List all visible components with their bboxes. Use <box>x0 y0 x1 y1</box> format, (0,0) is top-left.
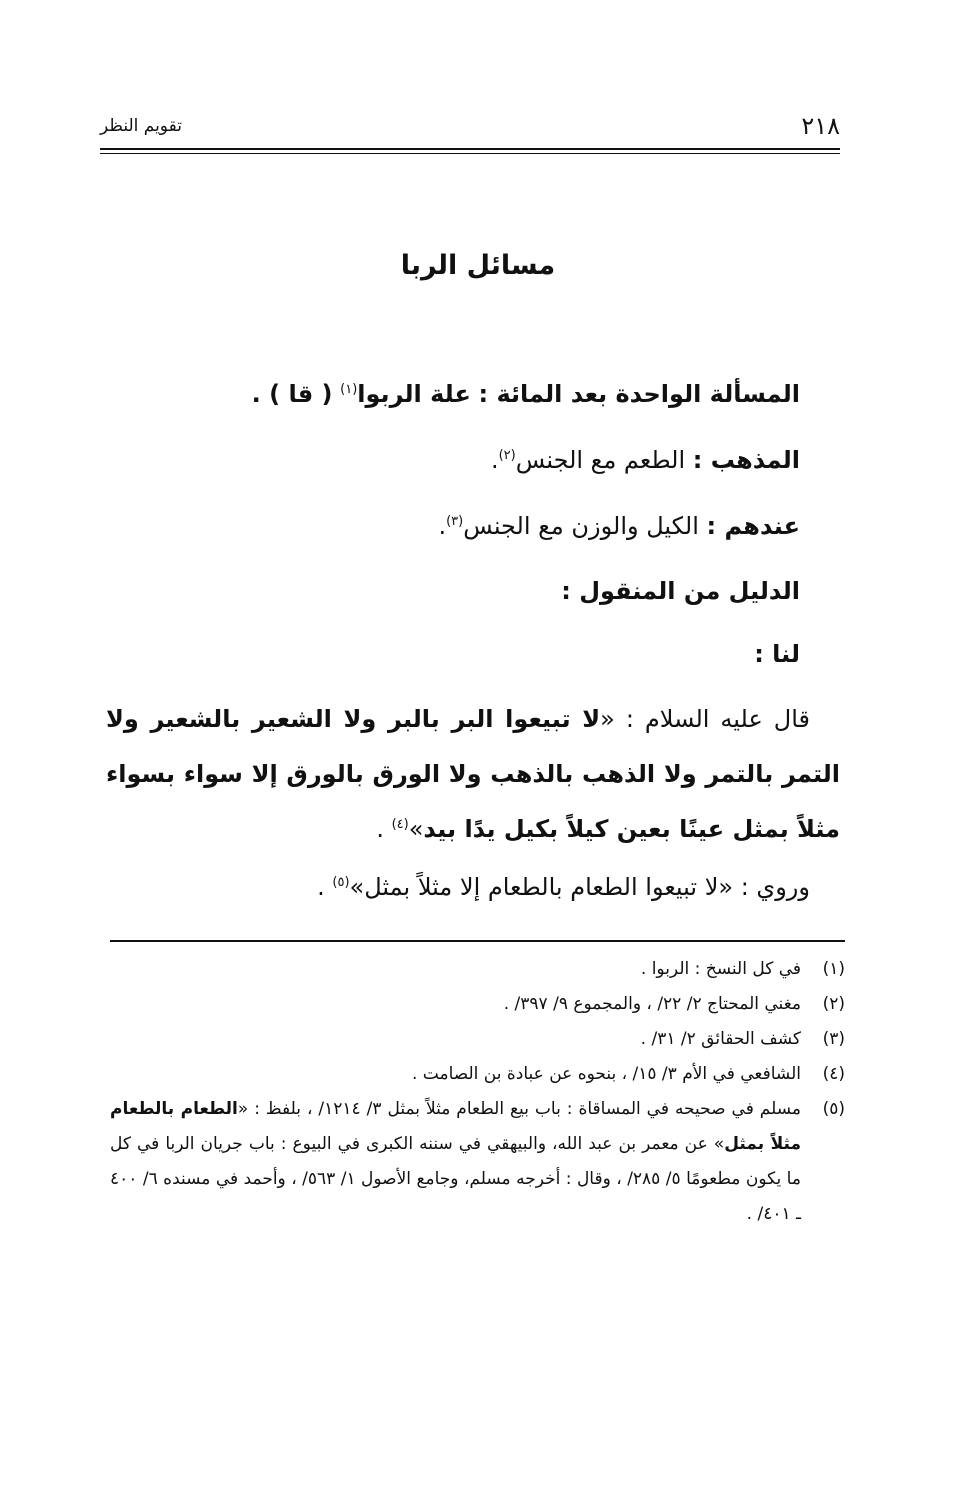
issue-code: ( قا ) . <box>251 380 333 408</box>
footnote-number: (٤) <box>822 1064 845 1084</box>
footnote-3 <box>110 1022 845 1057</box>
madhhab-line: المذهب : الطعم مع الجنس$^{(٢)}$. <box>490 446 800 474</box>
footnote-text: الشافعي في الأم ٣/ ١٥/ ، بنحوه عن عبادة بن الصامت . <box>411 1064 801 1084</box>
lana-heading: لنا : <box>754 640 800 668</box>
footnote-number: (٣) <box>822 1029 845 1049</box>
hadith2-text: وروي : «لا تبيعوا الطعام بالطعام إلا مثلاً بمثل» <box>349 873 810 901</box>
footnote-4 <box>110 1057 845 1092</box>
main-text <box>100 370 800 670</box>
indahum-line: عندهم : الكيل والوزن مع الجنس$^{(٣)}$. <box>438 512 800 540</box>
running-title: تقويم النظر <box>100 116 182 136</box>
page-number: ٢١٨ <box>801 112 840 140</box>
footnote-ref-5: (٥) <box>332 875 350 890</box>
hadith2-paragraph: وروي : «لا تبيعوا الطعام بالطعام إلا مثلاً بمثل»$^{(٥)}$ . <box>317 873 810 901</box>
hadith-paragraph: قال عليه السلام : «لا تبيعوا البر بالبر ولا الشعير بالشعير ولا التمر بالتمر ولا الذهب بالذهب ولا الورق بالورق إلا سواء بسواء مثلاً بمثل عينًا بعين كيلاً بكيل يدًا بيد»$^{(٤)}$ . <box>106 705 840 843</box>
footnote-ref-1: (١) <box>340 382 358 397</box>
issue-line <box>252 380 800 408</box>
madhhab-text: الطعم مع الجنس <box>515 446 686 474</box>
footnote-1 <box>110 952 845 987</box>
footnote-text: مسلم في صحيحه في المساقاة : باب بيع الطعام مثلاً بمثل ٣/ ١٢١٤/ ، بلفظ : «الطعام بالطعام مثلاً بمثل» عن معمر بن عبد الله، والبيهقي في سننه الكبرى في البيوع : باب جريان الربا في كل ما يكون مطعومًا ٥/ ٢٨٥/ ، وقال : أخرجه مسلم، وجامع الأصول ١/ ٥٦٣/ ، وأحمد في مسنده ٦/ ٤٠٠ ـ ٤٠١/ . <box>110 1099 801 1224</box>
madhhab-label: المذهب : <box>692 446 800 474</box>
footnote-ref-3: (٣) <box>446 514 464 529</box>
footnote-number: (٥) <box>822 1099 845 1119</box>
footnote-ref-2: (٢) <box>498 448 516 463</box>
hadith-intro: قال عليه السلام : « <box>600 705 810 733</box>
indahum-text: الكيل والوزن مع الجنس <box>463 512 699 540</box>
footnote-number: (٢) <box>822 994 845 1014</box>
page-header <box>100 112 840 152</box>
header-rule-thin <box>100 153 840 154</box>
indahum-label: عندهم : <box>706 512 800 540</box>
footnote-number: (١) <box>822 959 845 979</box>
footnotes <box>110 952 845 1232</box>
issue-topic: علة الربوا <box>357 380 471 408</box>
footnote-text: مغني المحتاج ٢/ ٢٢/ ، والمجموع ٩/ ٣٩٧/ . <box>503 994 801 1014</box>
chapter-title: مسائل الربا <box>400 250 556 281</box>
header-rule <box>100 148 840 150</box>
footnote-text: في كل النسخ : الربوا . <box>640 959 801 979</box>
footnote-5 <box>110 1092 845 1232</box>
evidence-heading: الدليل من المنقول : <box>561 577 800 605</box>
issue-heading: المسألة الواحدة بعد المائة : <box>478 380 800 408</box>
footnote-rule <box>110 940 845 942</box>
footnote-2 <box>110 987 845 1022</box>
hadith-text: لا تبيعوا البر بالبر ولا الشعير بالشعير ولا التمر بالتمر ولا الذهب بالذهب ولا الورق بالورق إلا سواء بسواء مثلاً بمثل عينًا بعين كيلاً بكيل يدًا بيد <box>106 705 840 843</box>
footnote-text: كشف الحقائق ٢/ ٣١/ . <box>640 1029 801 1049</box>
footnote-ref-4: (٤) <box>391 817 409 832</box>
